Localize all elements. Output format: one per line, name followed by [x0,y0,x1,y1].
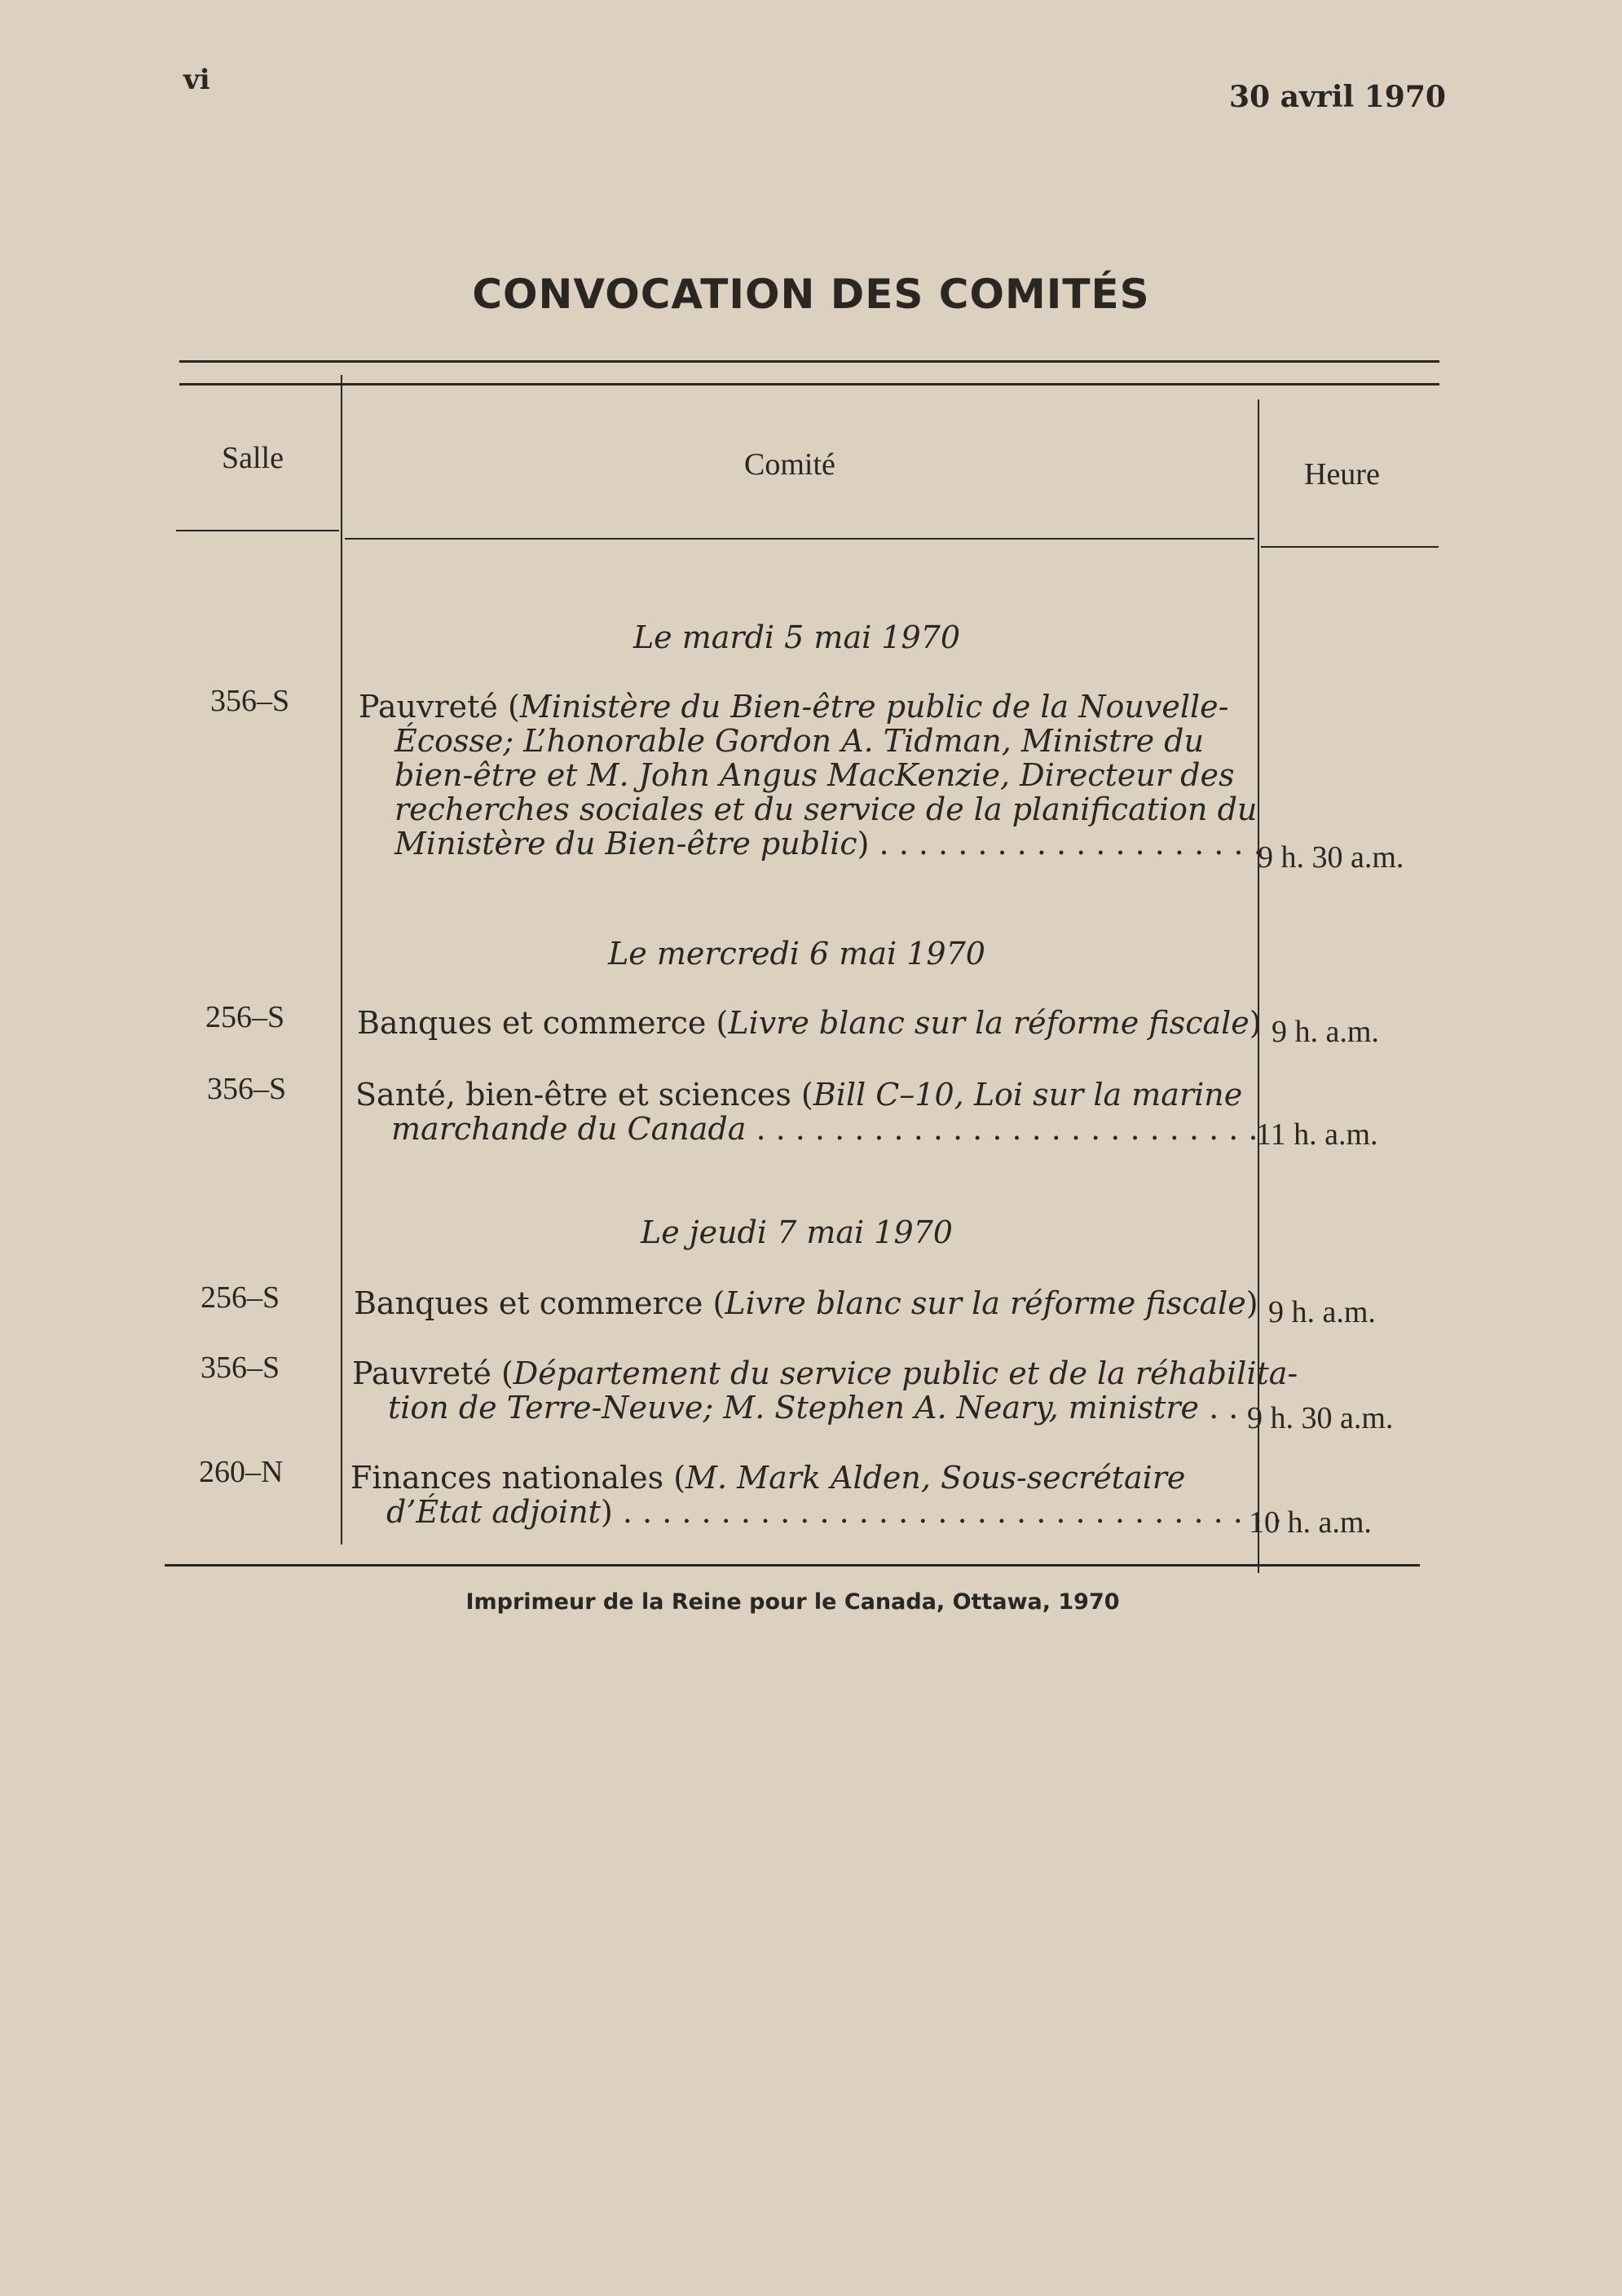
entry-line [355,1111,1258,1147]
entry-heure: 9 h. a.m. [1268,1295,1376,1329]
entry-salle: 356–S [201,1351,280,1385]
entry-italic-text: Ministère du Bien-être public [394,826,857,862]
entry-salle: 256–S [205,1000,285,1034]
entry-salle: 356–S [210,684,290,718]
entry-line [359,724,1247,758]
day-heading: Le jeudi 7 mai 1970 [641,1214,953,1250]
page-number: vi [183,64,210,96]
day-heading: Le mardi 5 mai 1970 [632,619,961,655]
entry-text: Pauvreté ( [359,689,520,725]
column-header-salle: Salle [222,441,284,475]
entry-line [359,758,1247,792]
salle-header-rule [176,530,339,531]
entry-italic-text: d’État adjoint [386,1494,601,1530]
entry-text: ) [1245,1285,1258,1321]
table-bottom-rule [165,1564,1420,1567]
entry-comite [359,689,1263,862]
entry-leader: ) . . . . . . . . . . . . . . . . . . . . [857,826,1263,862]
entry-salle: 260–N [199,1455,284,1489]
entry-salle: 256–S [201,1280,280,1315]
entry-italic-text: tion de Terre-Neuve; M. Stephen A. Neary, ministre [388,1390,1200,1426]
title-rule-bottom [179,383,1439,386]
entry-line [354,1285,1258,1321]
entry-leader: . . [1199,1390,1239,1426]
entry-comite [350,1460,1283,1530]
column-header-comite: Comité [744,447,835,482]
entry-text: ) [1249,1005,1262,1041]
entry-italic-text: Département du service public et de la réhabilita- [513,1355,1298,1391]
printer-footer: Imprimeur de la Reine pour le Canada, Ottawa, 1970 [465,1589,1120,1615]
entry-text: Banques et commerce ( [354,1285,725,1321]
entry-heure: 9 h. 30 a.m. [1247,1401,1394,1435]
entry-comite [352,1355,1298,1426]
entry-heure: 9 h. 30 a.m. [1258,840,1404,875]
entry-italic-text: Écosse; L’honorable Gordon A. Tidman, Ministre du [394,723,1204,759]
entry-text: Banques et commerce ( [357,1005,729,1041]
entry-line [359,826,1263,862]
entry-comite [357,1005,1262,1041]
column-header-heure: Heure [1304,457,1380,491]
entry-heure: 11 h. a.m. [1256,1117,1378,1152]
page-title: CONVOCATION DES COMITÉS [472,271,1150,318]
entry-line [359,791,1258,827]
entry-line [352,1390,1241,1425]
heure-header-rule [1261,546,1439,548]
entry-italic-text: M. Mark Alden, Sous-secrétaire [685,1460,1186,1496]
page-date: 30 avril 1970 [1229,80,1446,114]
entry-italic-text: Livre blanc sur la réforme fiscale [725,1285,1246,1321]
entry-text: Santé, bien-être et sciences ( [355,1077,813,1113]
entry-italic-text: marchande du Canada [391,1111,747,1147]
entry-comite [354,1285,1258,1321]
entry-italic-text: recherches sociales et du service de la planification du [394,791,1258,827]
entry-italic-text: Bill C–10, Loi sur la marine [813,1077,1243,1113]
entry-italic-text: Ministère du Bien-être public de la Nouvelle- [519,689,1229,725]
entry-leader: . . . . . . . . . . . . . . . . . . . . . . . . . . [746,1111,1258,1147]
entry-text: Finances nationales ( [350,1460,686,1496]
entry-text: Pauvreté ( [352,1355,513,1391]
entry-line [355,1077,1244,1112]
entry-leader: ) . . . . . . . . . . . . . . . . . . . . . . . . . . . . . . . . . . [600,1494,1283,1530]
entry-line [350,1461,1239,1495]
entry-comite [355,1077,1258,1147]
column-divider-right [1258,399,1259,1573]
entry-italic-text: Livre blanc sur la réforme fiscale [728,1005,1250,1041]
entry-salle: 356–S [207,1072,287,1106]
entry-line [359,690,1247,724]
comite-header-rule [345,538,1254,540]
entry-heure: 9 h. a.m. [1272,1015,1379,1049]
entry-heure: 10 h. a.m. [1249,1505,1372,1540]
entry-line [352,1355,1298,1391]
title-rule-top [179,360,1439,363]
entry-italic-text: bien-être et M. John Angus MacKenzie, Directeur des [394,757,1235,793]
day-heading: Le mercredi 6 mai 1970 [608,936,985,972]
entry-line [350,1494,1283,1530]
entry-line [357,1005,1262,1041]
